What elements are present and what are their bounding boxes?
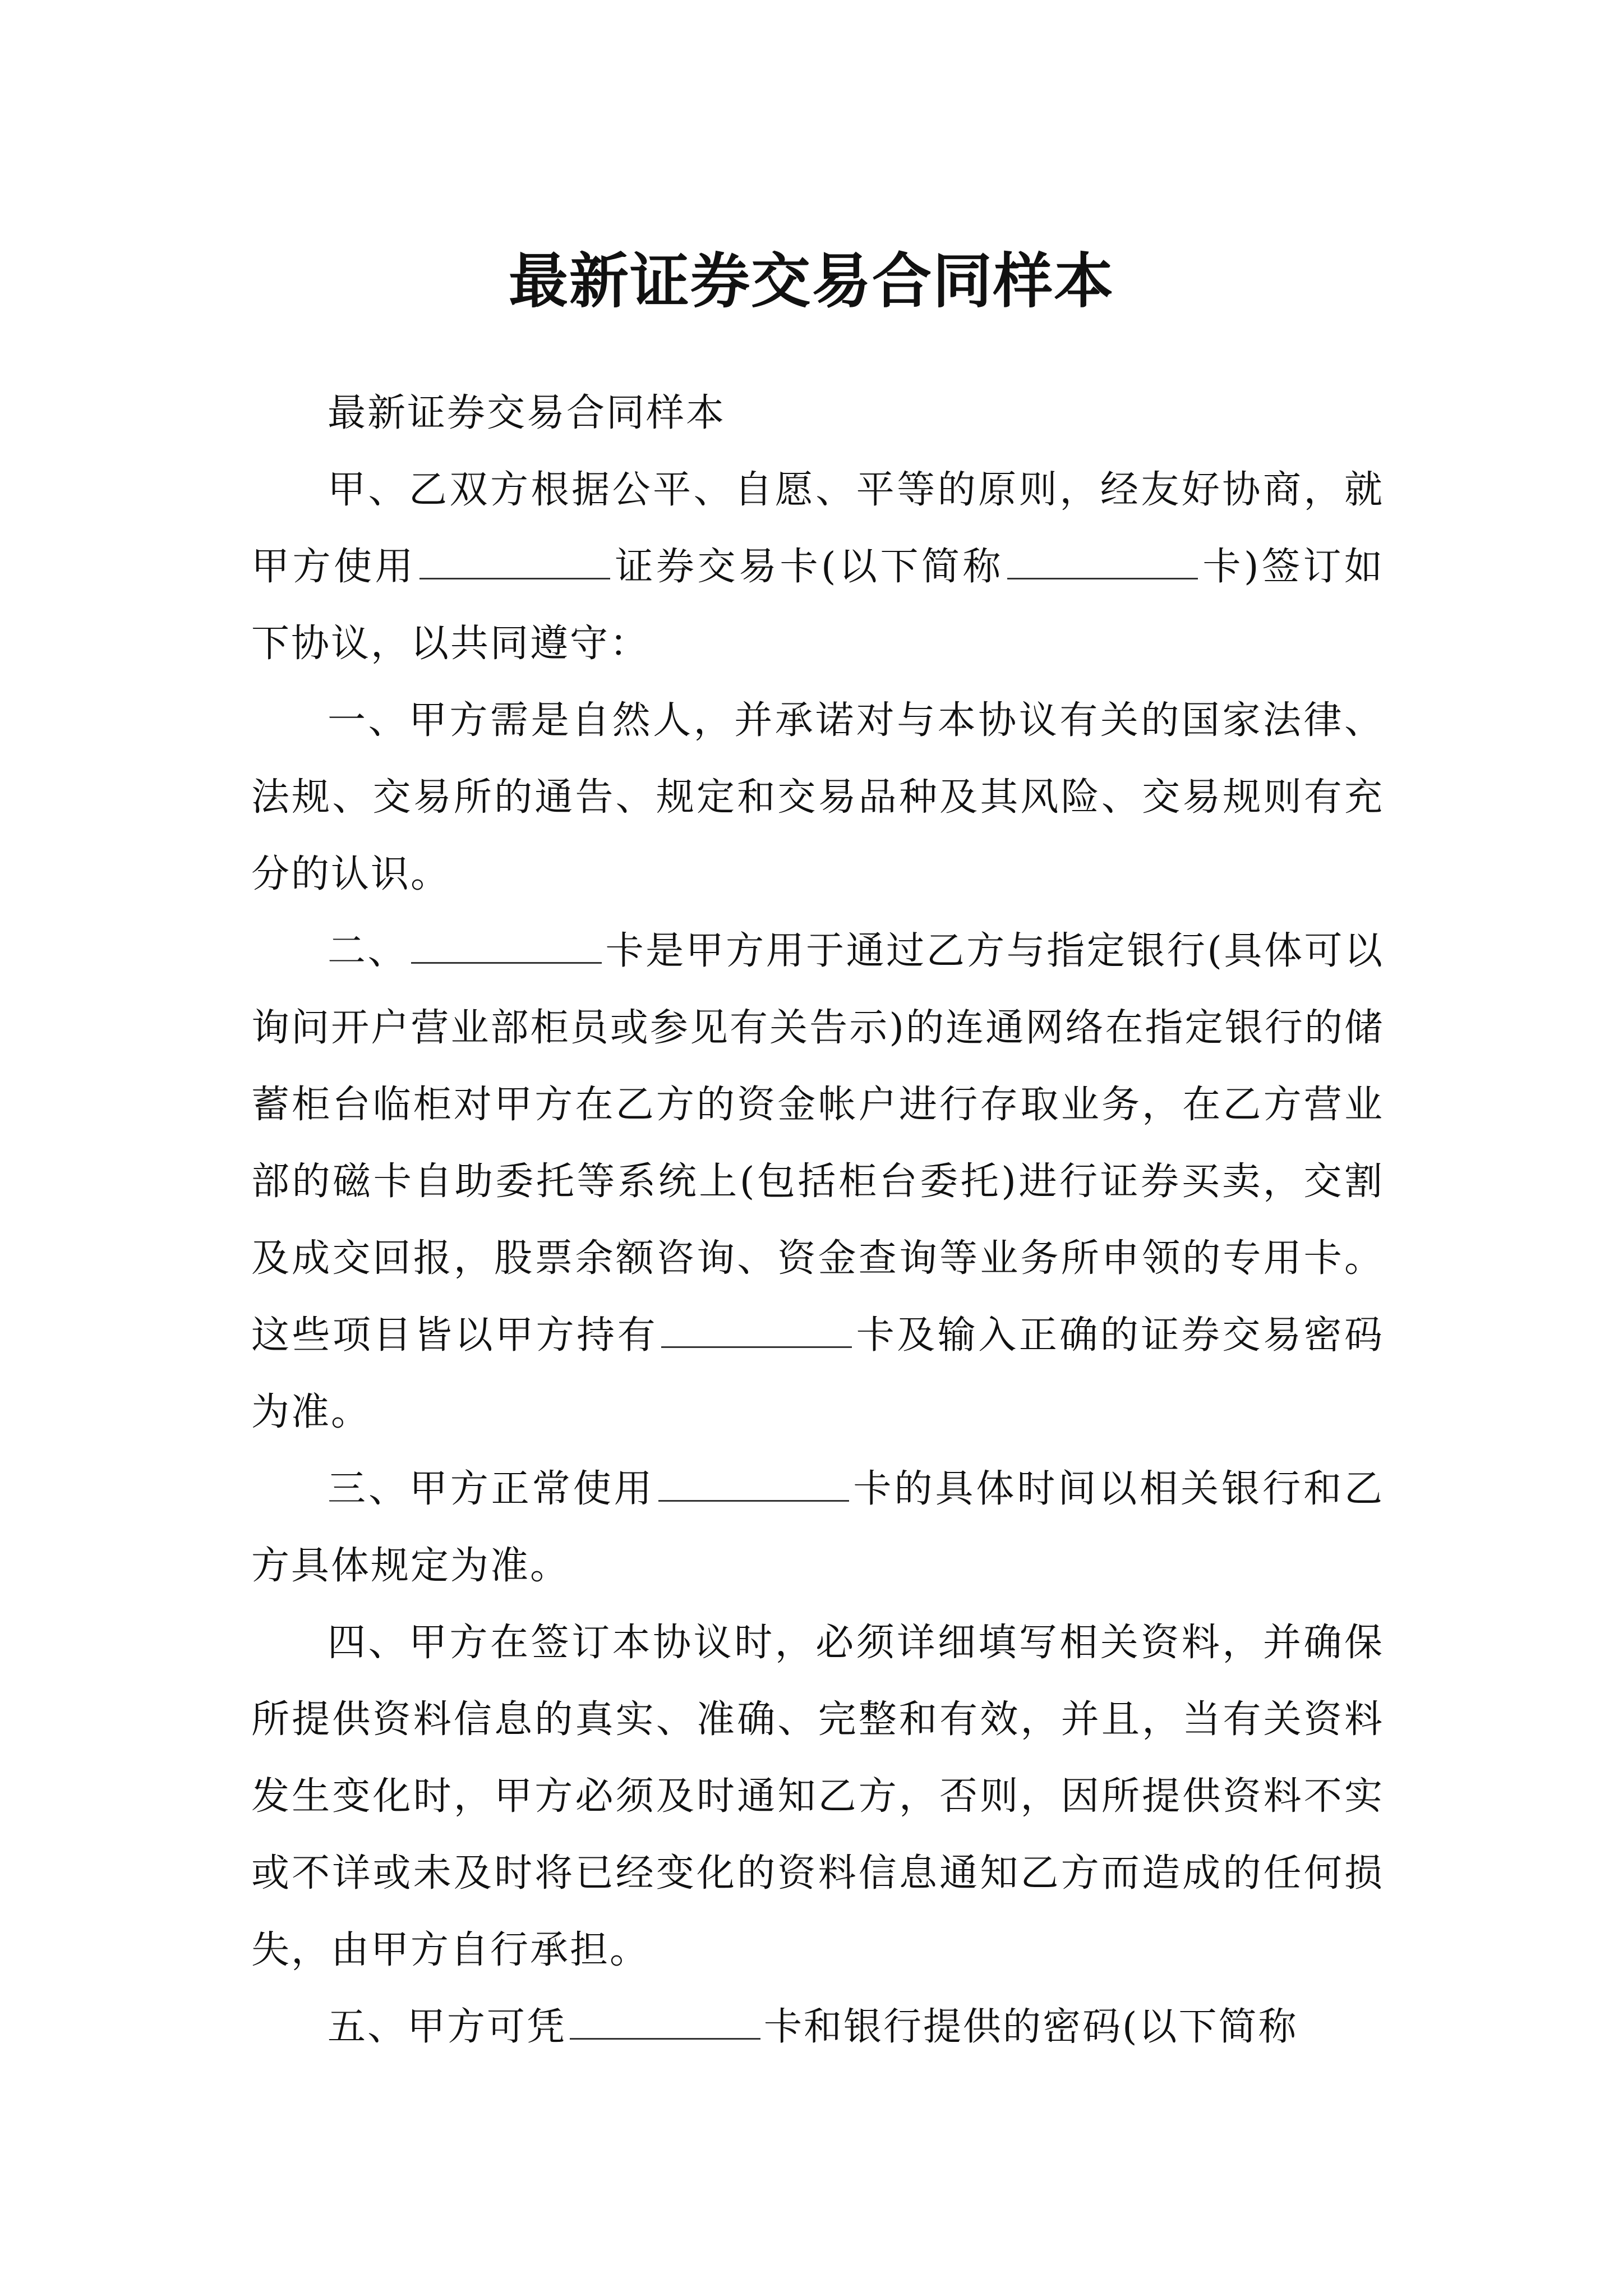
intro-paragraph	[251, 452, 1384, 682]
clause-2	[251, 913, 1384, 1451]
fill-blank[interactable]	[419, 544, 610, 579]
clause-3-text-1: 三、甲方正常使用	[328, 1467, 655, 1511]
document-body	[251, 375, 1384, 2065]
fill-blank[interactable]	[570, 2004, 760, 2040]
clause-2-text-2: 卡是甲方用于通过乙方与指定银行(具体可以询问开户营业部柜员或参见有关告示)的连通网络在指定银行的储蓄柜台临柜对甲方在乙方的资金帐户进行存取业务，在乙方营业部的磁卡自助委托等系统上(包括柜台委托)进行证券买卖，交割及成交回报，股票余额咨询、资金查询等业务所申领的专用卡。这些项目皆以甲方持有	[251, 929, 1384, 1358]
subtitle-paragraph	[251, 375, 1384, 452]
fill-blank[interactable]	[661, 1312, 852, 1348]
clause-5-text-1: 五、甲方可凭	[328, 2005, 567, 2049]
clause-3-text-2: 卡的具体时间以相关银行和乙方具体规定为准。	[251, 1467, 1384, 1588]
fill-blank[interactable]	[1007, 544, 1198, 579]
fill-blank[interactable]	[411, 928, 602, 964]
clause-4	[251, 1604, 1384, 1989]
document-title: 最新证券交易合同样本	[509, 246, 1114, 316]
clause-3	[251, 1451, 1384, 1604]
fill-blank[interactable]	[658, 1466, 849, 1502]
clause-1-text: 一、甲方需是自然人，并承诺对与本协议有关的国家法律、法规、交易所的通告、规定和交易品种及其风险、交易规则有充分的认识。	[251, 698, 1384, 896]
clause-2-text-3: 卡及输入正确的证券交易密码为准。	[251, 1313, 1384, 1434]
intro-text-2: 证券交易卡(以下简称	[614, 545, 1004, 589]
clause-2-text-1: 二、	[328, 929, 408, 973]
intro-text-3: 卡)签订如下协议，以共同遵守：	[251, 545, 1385, 666]
clause-5	[251, 1989, 1384, 2065]
subtitle-text: 最新证券交易合同样本	[328, 391, 726, 435]
intro-text-1: 甲、乙双方根据公平、自愿、平等的原则，经友好协商，就甲方使用	[251, 468, 1384, 589]
clause-1	[251, 682, 1384, 913]
clause-5-text-2: 卡和银行提供的密码(以下简称	[764, 2005, 1298, 2049]
clause-4-text: 四、甲方在签订本协议时，必须详细填写相关资料，并确保所提供资料信息的真实、准确、完整和有效，并且，当有关资料发生变化时，甲方必须及时通知乙方，否则，因所提供资料不实或不详或未及时将已经变化的资料信息通知乙方而造成的任何损失，由甲方自行承担。	[251, 1621, 1384, 1972]
